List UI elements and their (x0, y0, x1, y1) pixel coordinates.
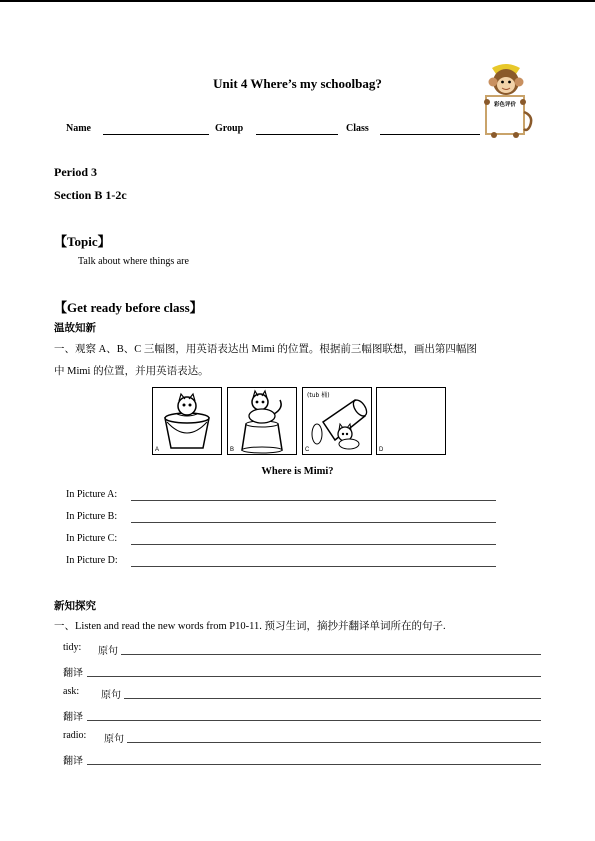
topic-text: Talk about where things are (78, 256, 189, 267)
original-label: 原句 (104, 734, 124, 745)
word-row-tidy (63, 642, 543, 660)
name-label: Name (66, 123, 91, 134)
original-field-ask[interactable] (124, 698, 541, 699)
review-instruction-line-2: 中 Mimi 的位置，并用英语表达。 (54, 366, 209, 377)
picture-a (152, 387, 222, 455)
get-ready-heading: 【Get ready before class】 (54, 300, 203, 315)
cat-in-bucket-icon (153, 388, 221, 454)
translation-field-ask[interactable] (87, 720, 541, 721)
answer-field-a[interactable] (131, 500, 496, 501)
mascot-label: 彩色评价 (493, 102, 516, 108)
topic-heading: 【Topic】 (54, 234, 111, 249)
answer-label-d: In Picture D: (66, 555, 118, 566)
review-heading: 温故知新 (54, 322, 96, 334)
answer-field-c[interactable] (131, 544, 496, 545)
answer-label-b: In Picture B: (66, 511, 118, 522)
monkey-mascot-icon (478, 62, 534, 138)
picture-b (227, 387, 297, 455)
translation-label: 翻译 (63, 712, 83, 723)
review-instruction (54, 339, 544, 383)
picture-d-drawing-area[interactable] (376, 387, 446, 455)
word-row-radio (63, 730, 543, 748)
picture-d-tag: D (379, 447, 384, 453)
answer-field-d[interactable] (131, 566, 496, 567)
original-field-radio[interactable] (127, 742, 541, 743)
word-ask: ask: (63, 686, 80, 697)
top-rule (0, 0, 595, 2)
translation-row-radio (63, 752, 543, 770)
explore-heading: 新知探究 (54, 600, 96, 612)
picture-c-tag: C (305, 447, 310, 453)
picture-a-tag: A (155, 447, 160, 453)
cat-on-bucket-icon (228, 388, 296, 454)
word-row-ask (63, 686, 543, 704)
picture-b-tag: B (230, 447, 235, 453)
name-field[interactable] (103, 134, 209, 135)
original-label: 原句 (98, 646, 118, 657)
word-tidy: tidy: (63, 642, 82, 653)
review-instruction-line-1: 一、观察 A、B、C 三幅图，用英语表达出 Mimi 的位置。根据前三幅图联想，画出第四幅图 (54, 344, 477, 355)
original-field-tidy[interactable] (121, 654, 541, 655)
picture-strip (152, 387, 446, 455)
answer-label-c: In Picture C: (66, 533, 118, 544)
page-title: Unit 4 Where’s my schoolbag? (213, 76, 382, 91)
picture-c (302, 387, 372, 455)
word-radio: radio: (63, 730, 87, 741)
answer-field-b[interactable] (131, 522, 496, 523)
group-field[interactable] (256, 134, 338, 135)
explore-instruction: 一、Listen and read the new words from P10-11. 预习生词，摘抄并翻译单词所在的句子. (54, 621, 446, 632)
original-label: 原句 (101, 690, 121, 701)
group-label: Group (215, 123, 244, 134)
pictures-caption: Where is Mimi? (261, 466, 334, 477)
answer-label-a: In Picture A: (66, 489, 118, 500)
class-field[interactable] (380, 134, 480, 135)
translation-row-tidy (63, 664, 543, 682)
translation-label: 翻译 (63, 668, 83, 679)
translation-field-radio[interactable] (87, 764, 541, 765)
translation-label: 翻译 (63, 756, 83, 767)
translation-row-ask (63, 708, 543, 726)
class-label: Class (346, 123, 369, 134)
translation-field-tidy[interactable] (87, 676, 541, 677)
picture-c-note: (tub 桶) (307, 392, 330, 399)
section-heading: Section B 1-2c (54, 188, 127, 202)
period-heading: Period 3 (54, 165, 97, 179)
